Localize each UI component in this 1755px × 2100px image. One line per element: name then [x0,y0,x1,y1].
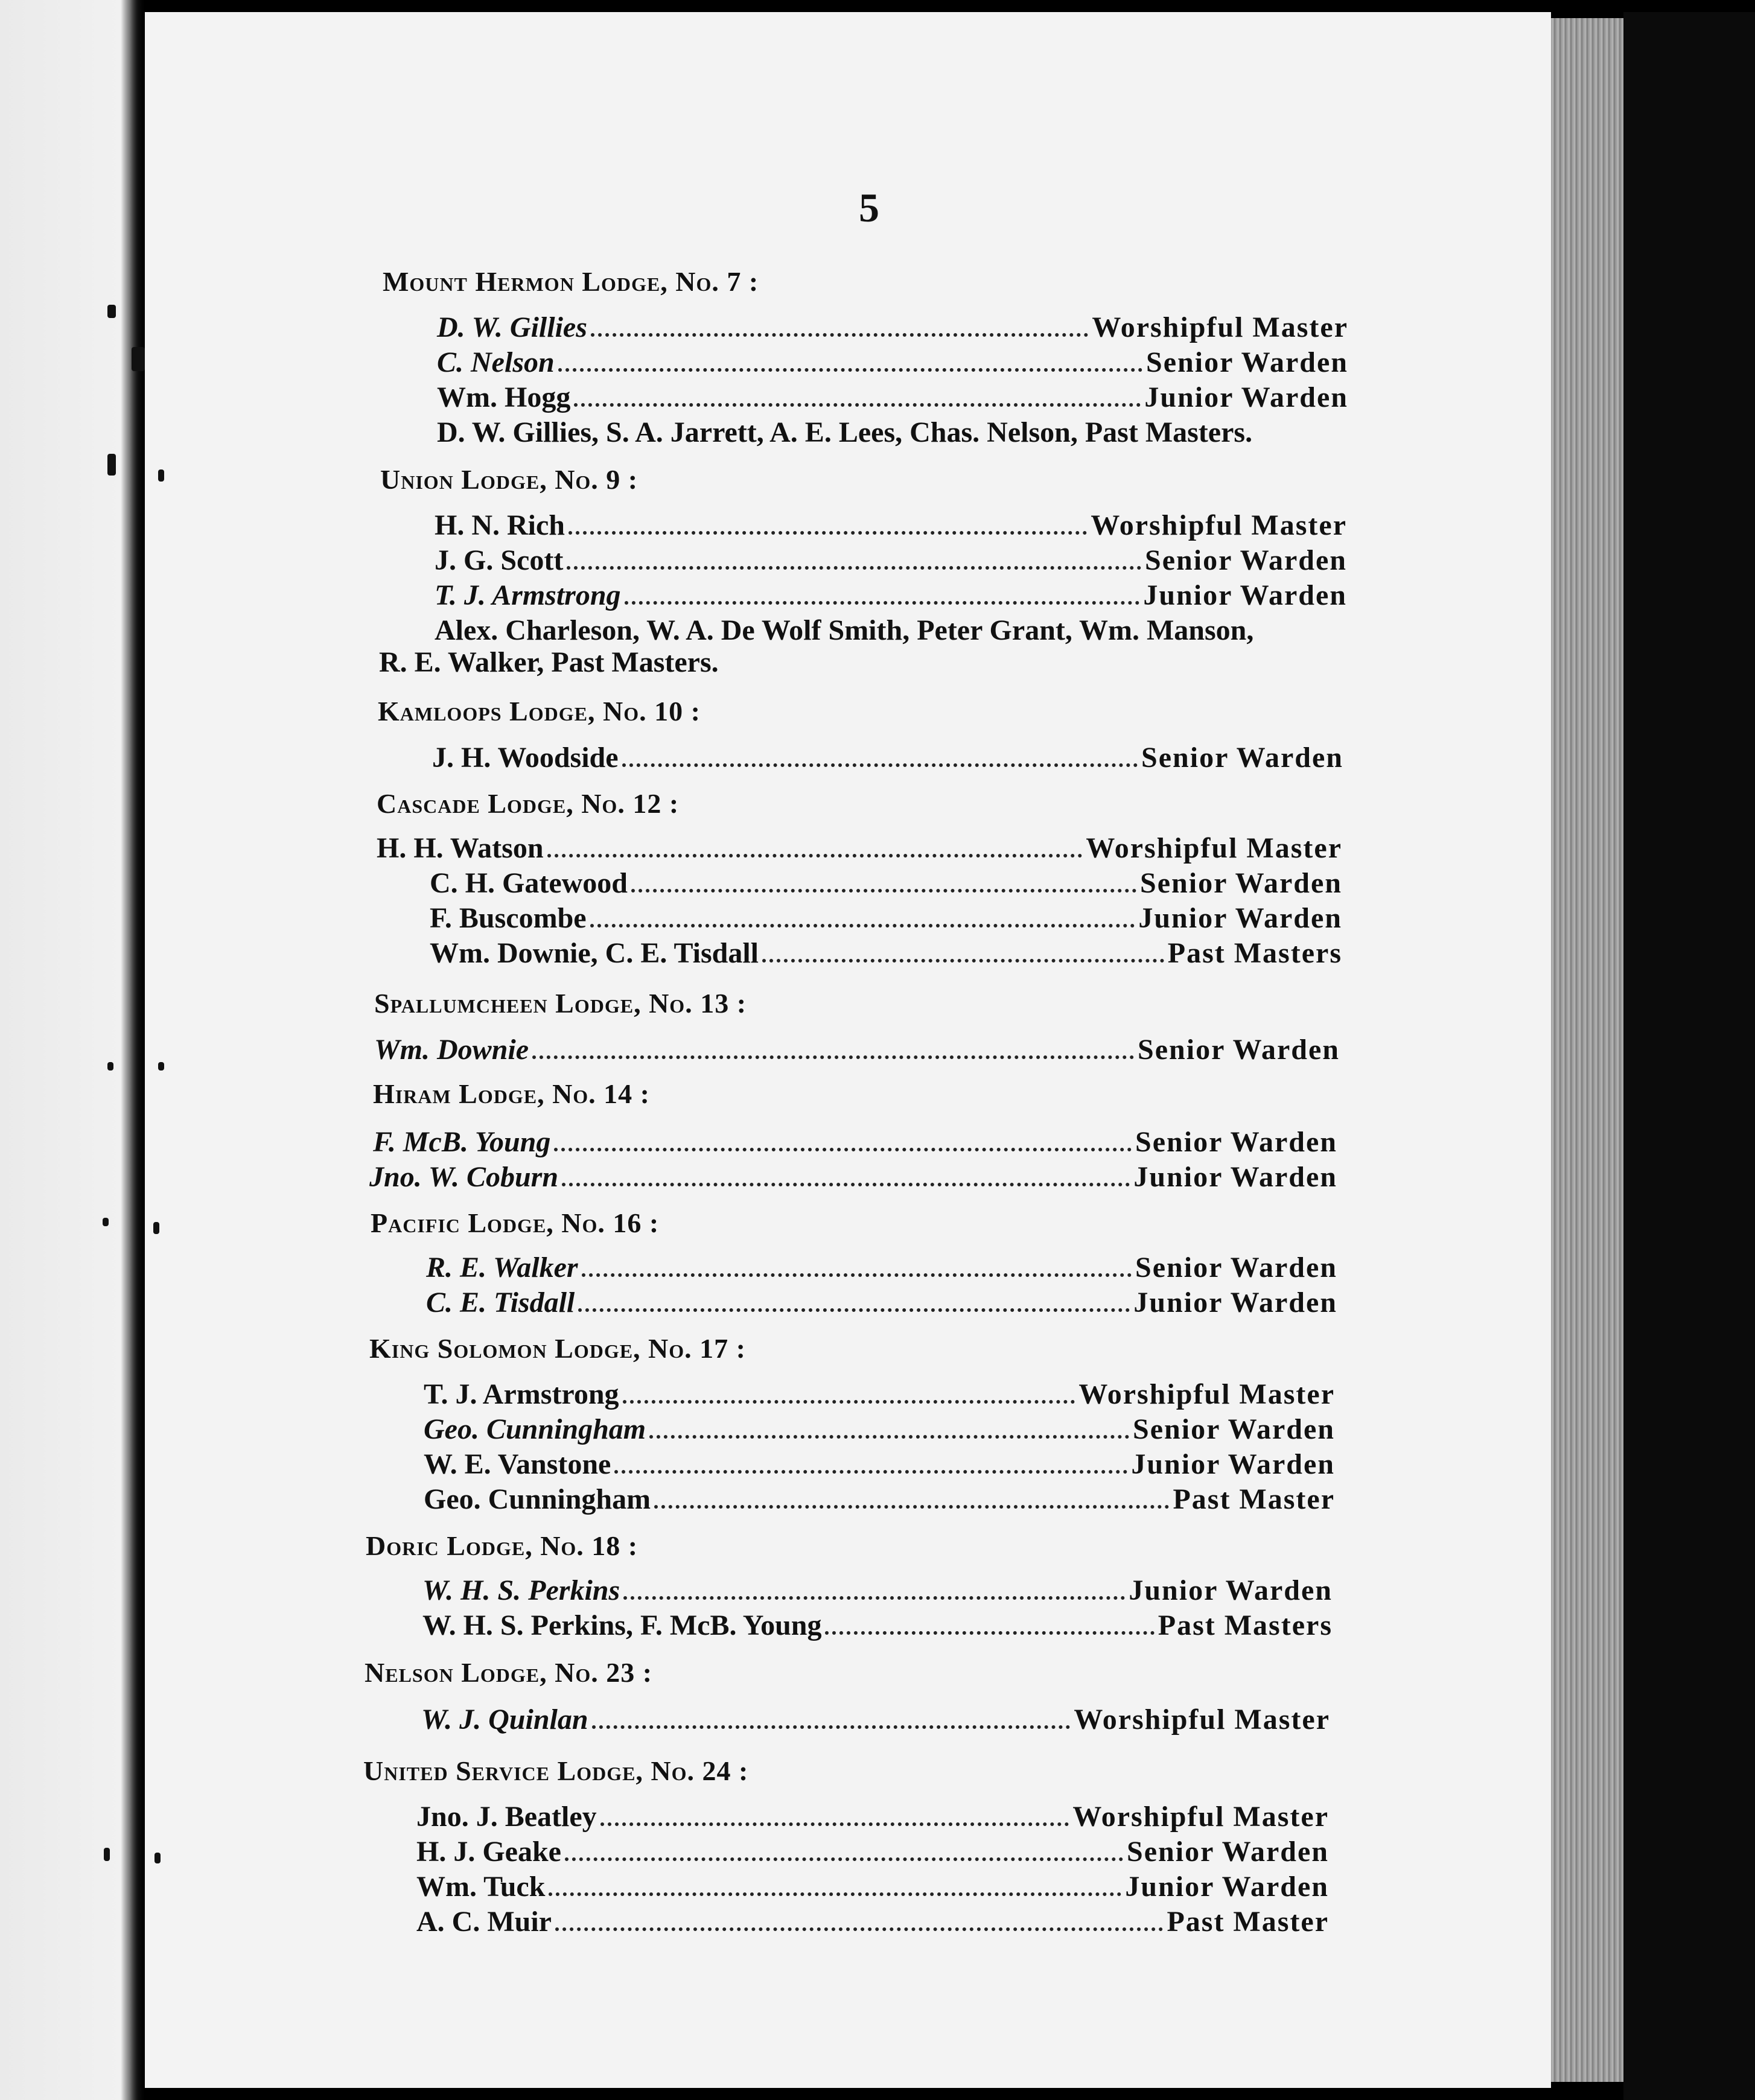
officer-office: Junior Warden [1133,1287,1337,1319]
dot-leader [567,566,1141,570]
officer-office: Junior Warden [1129,1574,1333,1606]
officer-row [435,509,1347,542]
officer-row [435,579,1347,612]
officer-office: Past Master [1173,1483,1335,1515]
officer-row [426,1251,1337,1284]
officer-office: Senior Warden [1138,1034,1340,1066]
officer-office: Senior Warden [1127,1836,1329,1868]
officer-row [416,1905,1329,1938]
officer-name: T. J. Armstrong [424,1378,619,1410]
officer-name: W. E. Vanstone [424,1448,611,1480]
officer-office: Senior Warden [1135,1126,1337,1158]
officer-row [416,1835,1329,1868]
officer-row [416,1800,1329,1833]
officer-row [424,1413,1335,1446]
lodge-heading: Doric Lodge, No. 18 : [366,1530,639,1561]
officer-row [377,832,1342,865]
officer-office: Worshipful Master [1092,311,1348,343]
officer-row [421,1703,1330,1736]
dot-leader [569,531,1087,535]
dot-leader [631,889,1136,892]
dot-leader [574,403,1141,407]
officer-name: H. N. Rich [435,509,565,541]
officer-office: Worshipful Master [1086,832,1342,864]
officer-name: Wm. Downie, C. E. Tisdall [430,937,759,969]
lodge-heading: Kamloops Lodge, No. 10 : [378,696,701,727]
lodge-heading: Hiram Lodge, No. 14 : [373,1078,650,1109]
past-masters-line: R. E. Walker, Past Masters. [379,646,719,678]
officer-name: D. W. Gillies [437,311,587,343]
officer-name: Jno. J. Beatley [416,1801,597,1833]
officer-office: Worshipful Master [1072,1801,1329,1833]
dot-leader [600,1822,1069,1826]
officer-office: Junior Warden [1131,1448,1335,1480]
dot-leader [623,1596,1125,1600]
officer-office: Past Masters [1167,937,1342,969]
officer-name: Geo. Cunningham [424,1413,646,1445]
dot-leader [614,1470,1127,1474]
dot-leader [582,1273,1132,1277]
officer-office: Worshipful Master [1091,509,1347,541]
dot-leader [554,1148,1132,1151]
officer-row [437,311,1348,344]
officer-name: J. H. Woodside [432,742,619,774]
officer-name: A. C. Muir [416,1906,552,1938]
past-masters-line: Alex. Charleson, W. A. De Wolf Smith, Peter Grant, Wm. Manson, [435,614,1254,646]
officer-row [437,381,1348,414]
dot-leader [623,1400,1075,1404]
officer-row [424,1378,1335,1411]
dot-leader [547,854,1083,858]
lodge-heading: Mount Hermon Lodge, No. 7 : [383,266,759,297]
officer-office: Worshipful Master [1074,1704,1330,1736]
officer-name: J. G. Scott [435,544,564,576]
lodge-heading: Spallumcheen Lodge, No. 13 : [374,988,747,1019]
officer-name: W. H. S. Perkins [422,1574,620,1606]
officer-office: Junior Warden [1143,579,1347,611]
dot-leader [591,333,1088,337]
officer-office: Junior Warden [1144,381,1348,413]
officer-row [422,1609,1333,1642]
officer-row [369,1160,1337,1194]
dot-leader [762,959,1164,962]
lodge-heading: King Solomon Lodge, No. 17 : [369,1333,746,1364]
dot-leader [558,368,1142,372]
officer-row [422,1574,1333,1607]
officer-name: C. E. Tisdall [426,1287,575,1319]
officer-name: T. J. Armstrong [435,579,621,611]
officer-office: Past Master [1167,1906,1329,1938]
page-number: 5 [859,185,879,231]
dot-leader [649,1435,1129,1439]
officer-row [426,1286,1337,1319]
lodge-heading: Union Lodge, No. 9 : [380,464,639,495]
officer-row [424,1483,1335,1516]
officer-row [437,346,1348,379]
officer-office: Senior Warden [1145,544,1347,576]
officer-row [432,741,1343,774]
officer-name: F. McB. Young [373,1126,551,1158]
officer-name: H. H. Watson [377,832,544,864]
officer-office: Senior Warden [1135,1252,1337,1284]
officer-name: W. H. S. Perkins, F. McB. Young [422,1609,822,1641]
officer-row [435,544,1347,577]
officer-row [430,902,1342,935]
dot-leader [532,1055,1134,1059]
officer-row [373,1125,1337,1159]
officer-office: Junior Warden [1138,902,1342,934]
dot-leader [549,1892,1121,1896]
dot-leader [622,763,1138,767]
officer-office: Senior Warden [1140,867,1342,899]
officer-row [374,1033,1340,1066]
officer-office: Senior Warden [1146,346,1348,378]
officer-office: Senior Warden [1133,1413,1335,1445]
officer-office: Junior Warden [1125,1871,1329,1903]
dot-leader [590,924,1135,928]
dot-leader [565,1857,1123,1861]
dot-leader [592,1725,1071,1729]
lodge-heading: Cascade Lodge, No. 12 : [377,788,680,819]
officer-name: F. Buscombe [430,902,587,934]
dot-leader [625,601,1140,605]
officer-office: Past Masters [1158,1609,1333,1641]
officer-office: Worshipful Master [1078,1378,1335,1410]
officer-name: Wm. Tuck [416,1871,546,1903]
officer-row [430,937,1342,970]
lodge-heading: Pacific Lodge, No. 16 : [371,1208,660,1238]
lodge-heading: United Service Lodge, No. 24 : [363,1755,749,1786]
lodge-heading: Nelson Lodge, No. 23 : [365,1657,653,1688]
officer-name: Geo. Cunningham [424,1483,651,1515]
dot-leader [578,1308,1130,1312]
officer-name: Wm. Downie [374,1034,529,1066]
officer-name: R. E. Walker [426,1252,578,1284]
past-masters-line: D. W. Gillies, S. A. Jarrett, A. E. Lees, Chas. Nelson, Past Masters. [437,416,1253,448]
officer-office: Junior Warden [1133,1161,1337,1193]
officer-name: Wm. Hogg [437,381,571,413]
dot-leader [562,1183,1130,1186]
officer-name: C. Nelson [437,346,555,378]
dot-leader [555,1927,1163,1931]
officer-name: H. J. Geake [416,1836,561,1868]
dot-leader [654,1505,1169,1509]
officer-office: Senior Warden [1141,742,1343,774]
officer-row [424,1448,1335,1481]
dot-leader [825,1631,1154,1635]
officer-name: Jno. W. Coburn [369,1161,559,1193]
officer-row [430,867,1342,900]
officer-name: W. J. Quinlan [421,1704,588,1736]
officer-name: C. H. Gatewood [430,867,628,899]
officer-row [416,1870,1329,1903]
